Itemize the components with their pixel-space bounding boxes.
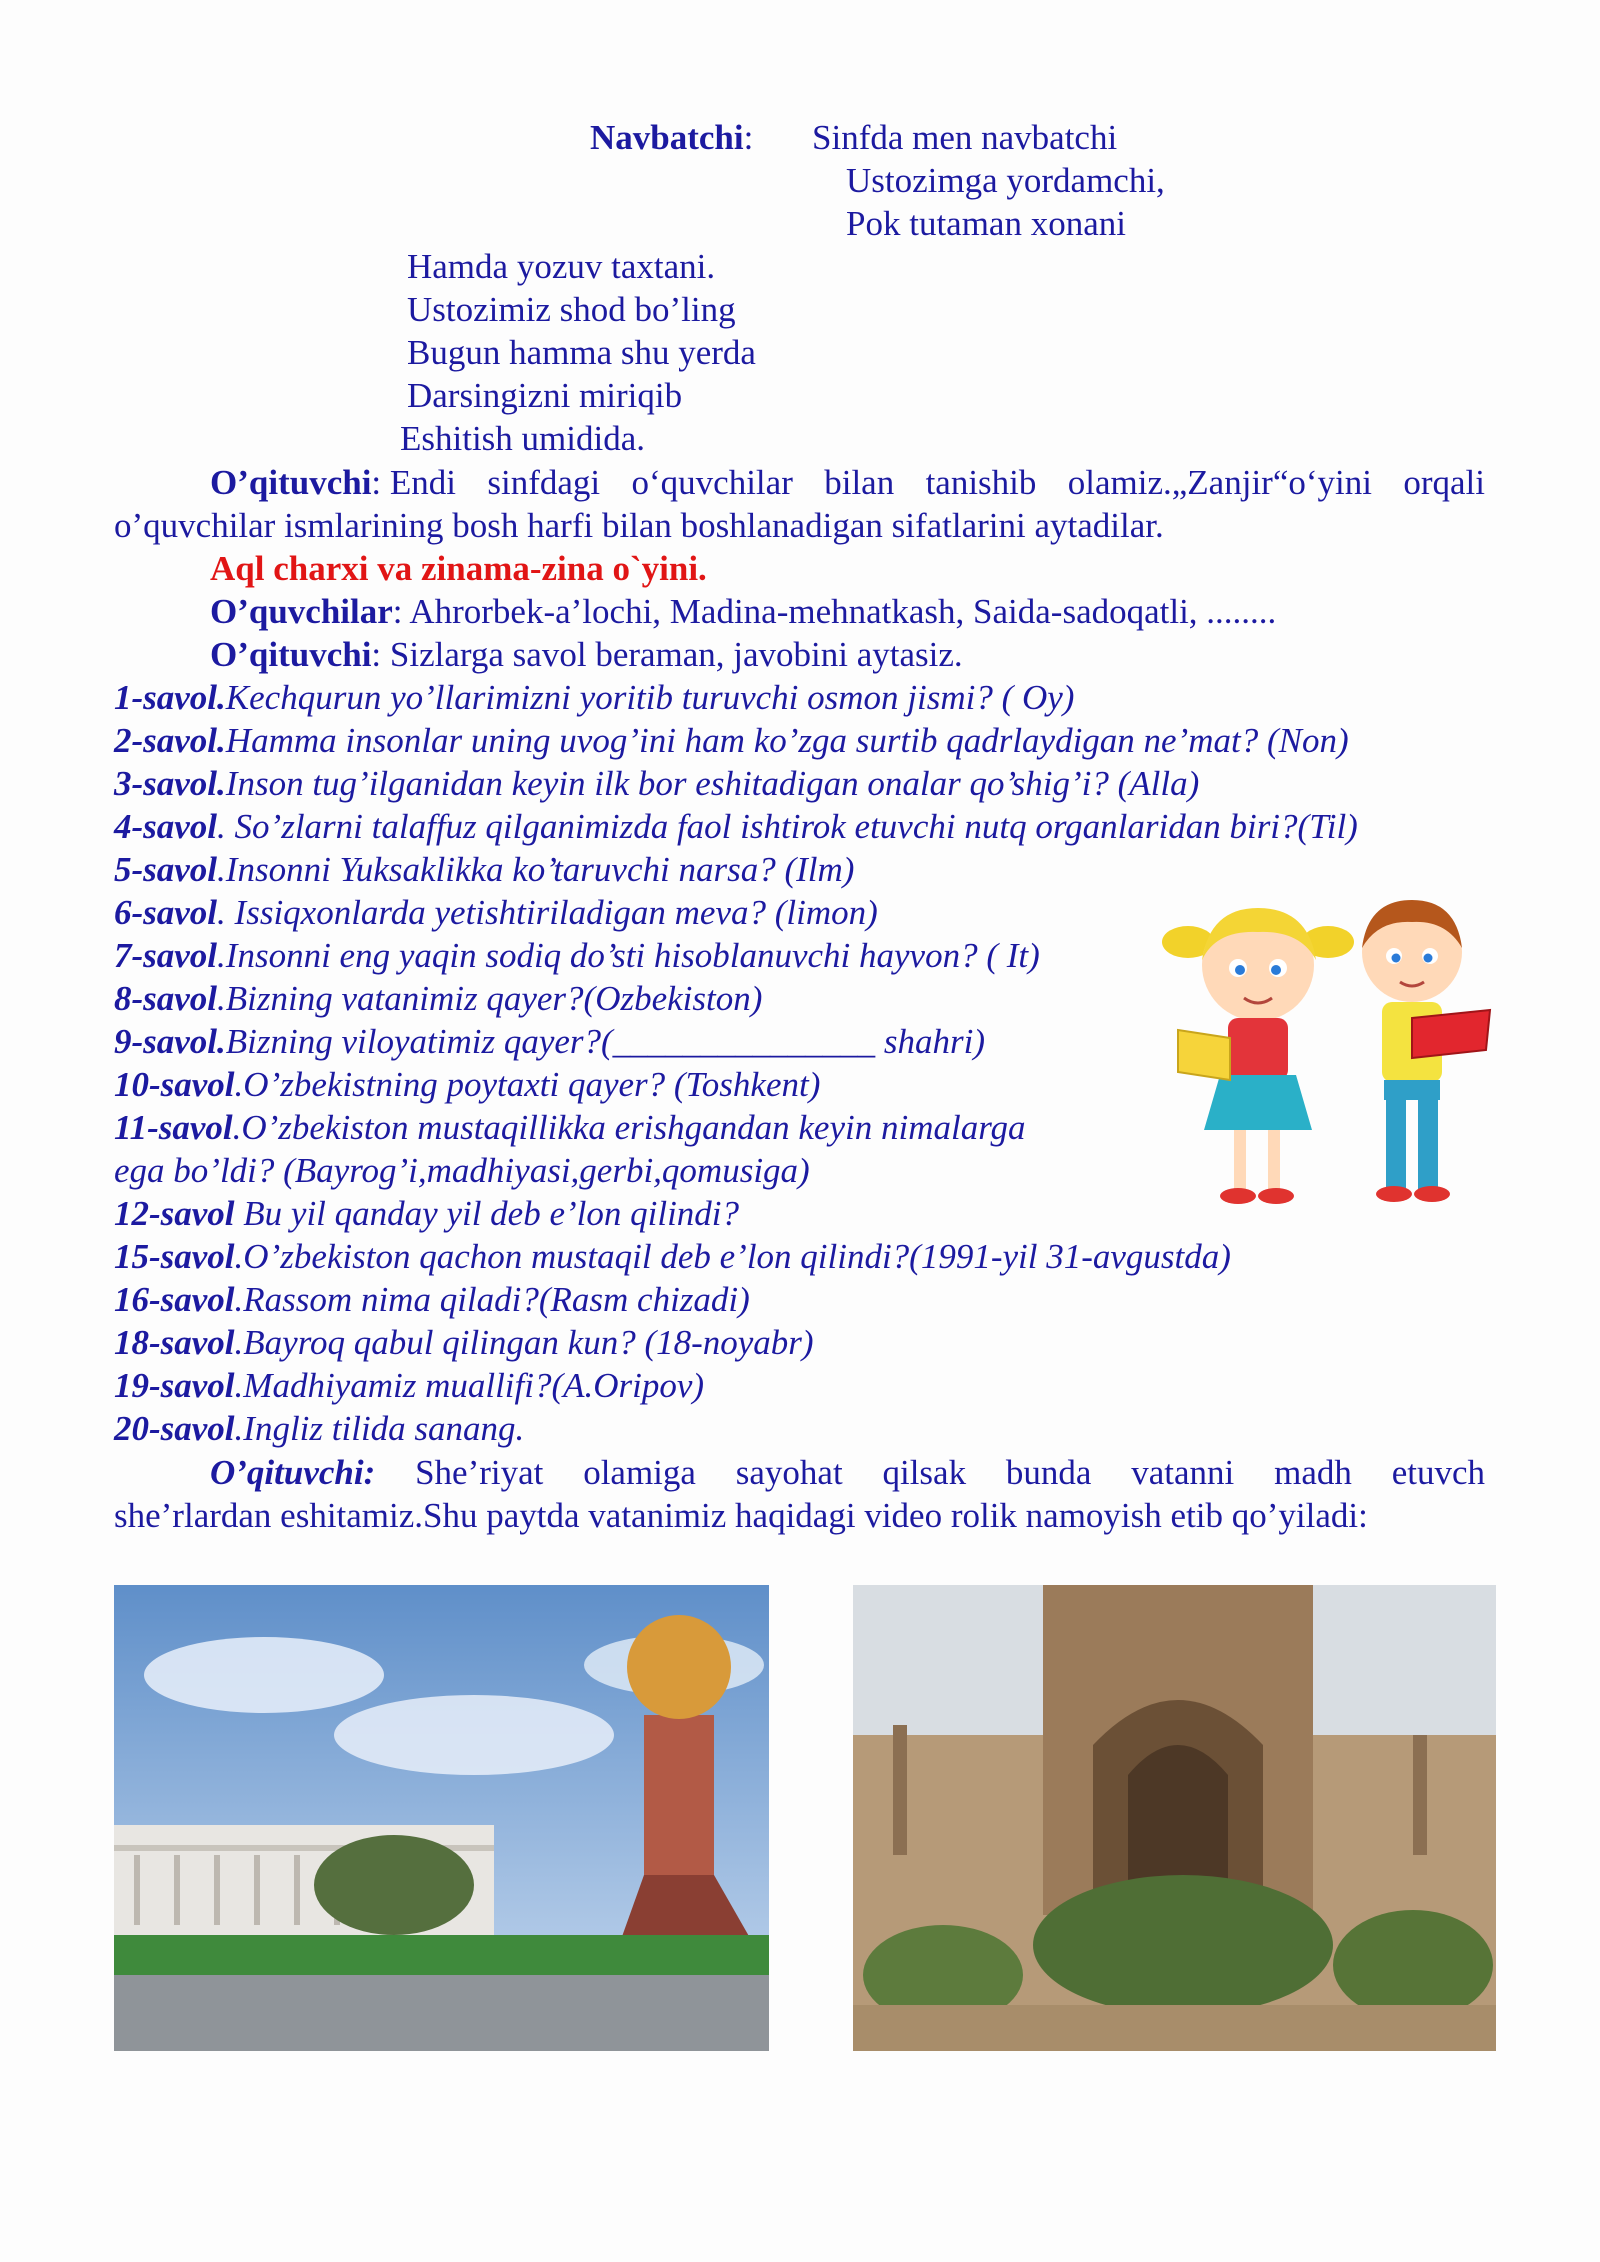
question-label: 5-savol xyxy=(114,850,218,889)
question-text: .Bayroq qabul qilingan kun? (18-noyabr) xyxy=(234,1323,814,1362)
question-label: 15-savol xyxy=(114,1237,235,1276)
question-text: .Bizning vatanimiz qayer?(Ozbekiston) xyxy=(217,979,763,1018)
paragraph-word: madh xyxy=(1274,1453,1352,1492)
question-text: .Insonni Yuksaklikka ko’taruvchi narsa? (Ilm) xyxy=(217,850,855,889)
poem-speaker xyxy=(590,116,753,159)
poem-line: Ustozimiz shod bo’ling xyxy=(407,290,736,329)
question-label: 1-savol. xyxy=(114,678,226,717)
poem-line: Sinfda men navbatchi xyxy=(812,118,1118,157)
question-text: .Insonni eng yaqin sodiq do’sti hisoblanuvchi hayvon? ( It) xyxy=(217,936,1040,975)
poem-line: Darsingizni miriqib xyxy=(407,376,683,415)
poem-line: Eshitish umidida. xyxy=(400,419,645,458)
question-text: .Madhiyamiz muallifi?(A.Oripov) xyxy=(234,1366,705,1405)
paragraph-word: bunda xyxy=(1005,1453,1092,1492)
question-label: 3-savol. xyxy=(114,764,226,803)
paragraph-word: sinfdagi xyxy=(487,463,601,502)
teacher-poetry-line-1 xyxy=(210,1451,1485,1494)
question-label: 7-savol xyxy=(114,936,218,975)
question-item xyxy=(114,891,878,934)
question-label: 9-savol. xyxy=(114,1022,226,1061)
question-text: Bu yil qanday yil deb e’lon qilindi? xyxy=(234,1194,740,1233)
paragraph-word: She’riyat xyxy=(415,1453,544,1492)
teacher-paragraph-line-1 xyxy=(210,461,1485,504)
question-label: 16-savol xyxy=(114,1280,235,1319)
paragraph-word: olamiga xyxy=(583,1453,696,1492)
question-item xyxy=(114,805,1358,848)
independence-monument-photo xyxy=(114,1585,769,2051)
paragraph-word: etuvch xyxy=(1391,1453,1485,1492)
poem-speaker-name: Navbatchi xyxy=(590,118,744,157)
question-item xyxy=(114,1364,704,1407)
question-item xyxy=(114,1278,750,1321)
teacher-speaker: O’qituvchi: xyxy=(210,1453,376,1492)
poem-line: Pok tutaman xonani xyxy=(846,204,1126,243)
game-title: Aql charxi va zinama-zina o`yini. xyxy=(210,549,707,588)
paragraph-word: vatanni xyxy=(1131,1453,1235,1492)
question-label: 4-savol xyxy=(114,807,218,846)
poem-line: Ustozimga yordamchi, xyxy=(846,161,1165,200)
teacher-intro-lead xyxy=(210,461,456,504)
poem-speaker-colon: : xyxy=(743,118,754,157)
question-text: .O’zbekiston qachon mustaqil deb e’lon qilindi?(1991-yil 31-avgustda) xyxy=(234,1237,1231,1276)
madrasa-photo xyxy=(853,1585,1496,2051)
question-item xyxy=(114,762,1199,805)
question-text: ega bo’ldi? (Bayrog’i,madhiyasi,gerbi,qomusiga) xyxy=(114,1151,810,1190)
boy-figure xyxy=(1362,900,1490,1202)
question-label: 6-savol xyxy=(114,893,218,932)
question-text: Inson tug’ilganidan keyin ilk bor eshitadigan onalar qo’shig’i? (Alla) xyxy=(225,764,1200,803)
question-text: .O’zbekiston mustaqillikka erishgandan keyin nimalarga xyxy=(232,1108,1026,1147)
paragraph-word: sayohat xyxy=(735,1453,843,1492)
question-text: Kechqurun yo’llarimizni yoritib turuvchi osmon jismi? ( Oy) xyxy=(225,678,1075,717)
question-item xyxy=(114,1063,820,1106)
teacher-speaker: O’qituvchi xyxy=(210,463,372,502)
question-item-continuation xyxy=(114,1149,810,1192)
question-item xyxy=(114,848,854,891)
paragraph-word: qilsak xyxy=(882,1453,967,1492)
question-text: Hamma insonlar uning uvog’ini ham ko’zga surtib qadrlaydigan ne’mat? (Non) xyxy=(225,721,1349,760)
question-label: 18-savol xyxy=(114,1323,235,1362)
question-label: 2-savol. xyxy=(114,721,226,760)
poem-line: Bugun hamma shu yerda xyxy=(407,333,756,372)
paragraph-word: tanishib xyxy=(925,463,1037,502)
students-speaker: O’quvchilar xyxy=(210,592,393,631)
teacher-paragraph-line-2: o’quvchilar ismlarining bosh harfi bilan boshlanadigan sifatlarini aytadilar. xyxy=(114,506,1164,545)
question-text: .Rassom nima qiladi?(Rasm chizadi) xyxy=(234,1280,750,1319)
question-item xyxy=(114,934,1040,977)
teacher-text: : Sizlarga savol beraman, javobini aytasiz. xyxy=(371,635,963,674)
question-text: .Ingliz tilida sanang. xyxy=(234,1409,525,1448)
question-item xyxy=(114,1407,524,1450)
students-text: : Ahrorbek-a’lochi, Madina-mehnatkash, Saida-sadoqatli, ........ xyxy=(392,592,1277,631)
question-label: 11-savol xyxy=(114,1108,233,1147)
poem-line: Hamda yozuv taxtani. xyxy=(407,247,716,286)
teacher-speaker: O’qituvchi xyxy=(210,635,372,674)
students-line xyxy=(210,590,1276,633)
paragraph-word: orqali xyxy=(1403,463,1485,502)
paragraph-word: bilan xyxy=(824,463,895,502)
paragraph-word: o‘quvchilar xyxy=(631,463,793,502)
paragraph-word: olamiz.„Zanjir“o‘yini xyxy=(1067,463,1372,502)
question-label: 10-savol xyxy=(114,1065,235,1104)
question-label: 12-savol xyxy=(114,1194,235,1233)
question-text: Bizning viloyatimiz qayer?(_______________ shahri) xyxy=(225,1022,986,1061)
question-item xyxy=(114,1192,739,1235)
teacher-poetry-line-2: she’rlardan eshitamiz.Shu paytda vatanimiz haqidagi video rolik namoyish etib qo’yiladi: xyxy=(114,1496,1368,1535)
paragraph-word: : Endi xyxy=(371,463,456,502)
question-item xyxy=(114,1106,1026,1149)
question-text: . So’zlarni talaffuz qilganimizda faol ishtirok etuvchi nutq organlaridan biri?(Til) xyxy=(217,807,1358,846)
question-text: .O’zbekistning poytaxti qayer? (Toshkent) xyxy=(234,1065,821,1104)
question-item xyxy=(114,1321,814,1364)
question-item xyxy=(114,977,762,1020)
question-item xyxy=(114,1235,1231,1278)
teacher-questions-intro xyxy=(210,633,963,676)
question-label: 19-savol xyxy=(114,1366,235,1405)
question-label: 8-savol xyxy=(114,979,218,1018)
girl-figure xyxy=(1162,908,1354,1204)
question-item xyxy=(114,676,1074,719)
question-label: 20-savol xyxy=(114,1409,235,1448)
question-item xyxy=(114,1020,985,1063)
question-item xyxy=(114,719,1349,762)
question-text: . Issiqxonlarda yetishtiriladigan meva? (limon) xyxy=(217,893,878,932)
kids-reading-illustration xyxy=(1150,890,1510,1220)
